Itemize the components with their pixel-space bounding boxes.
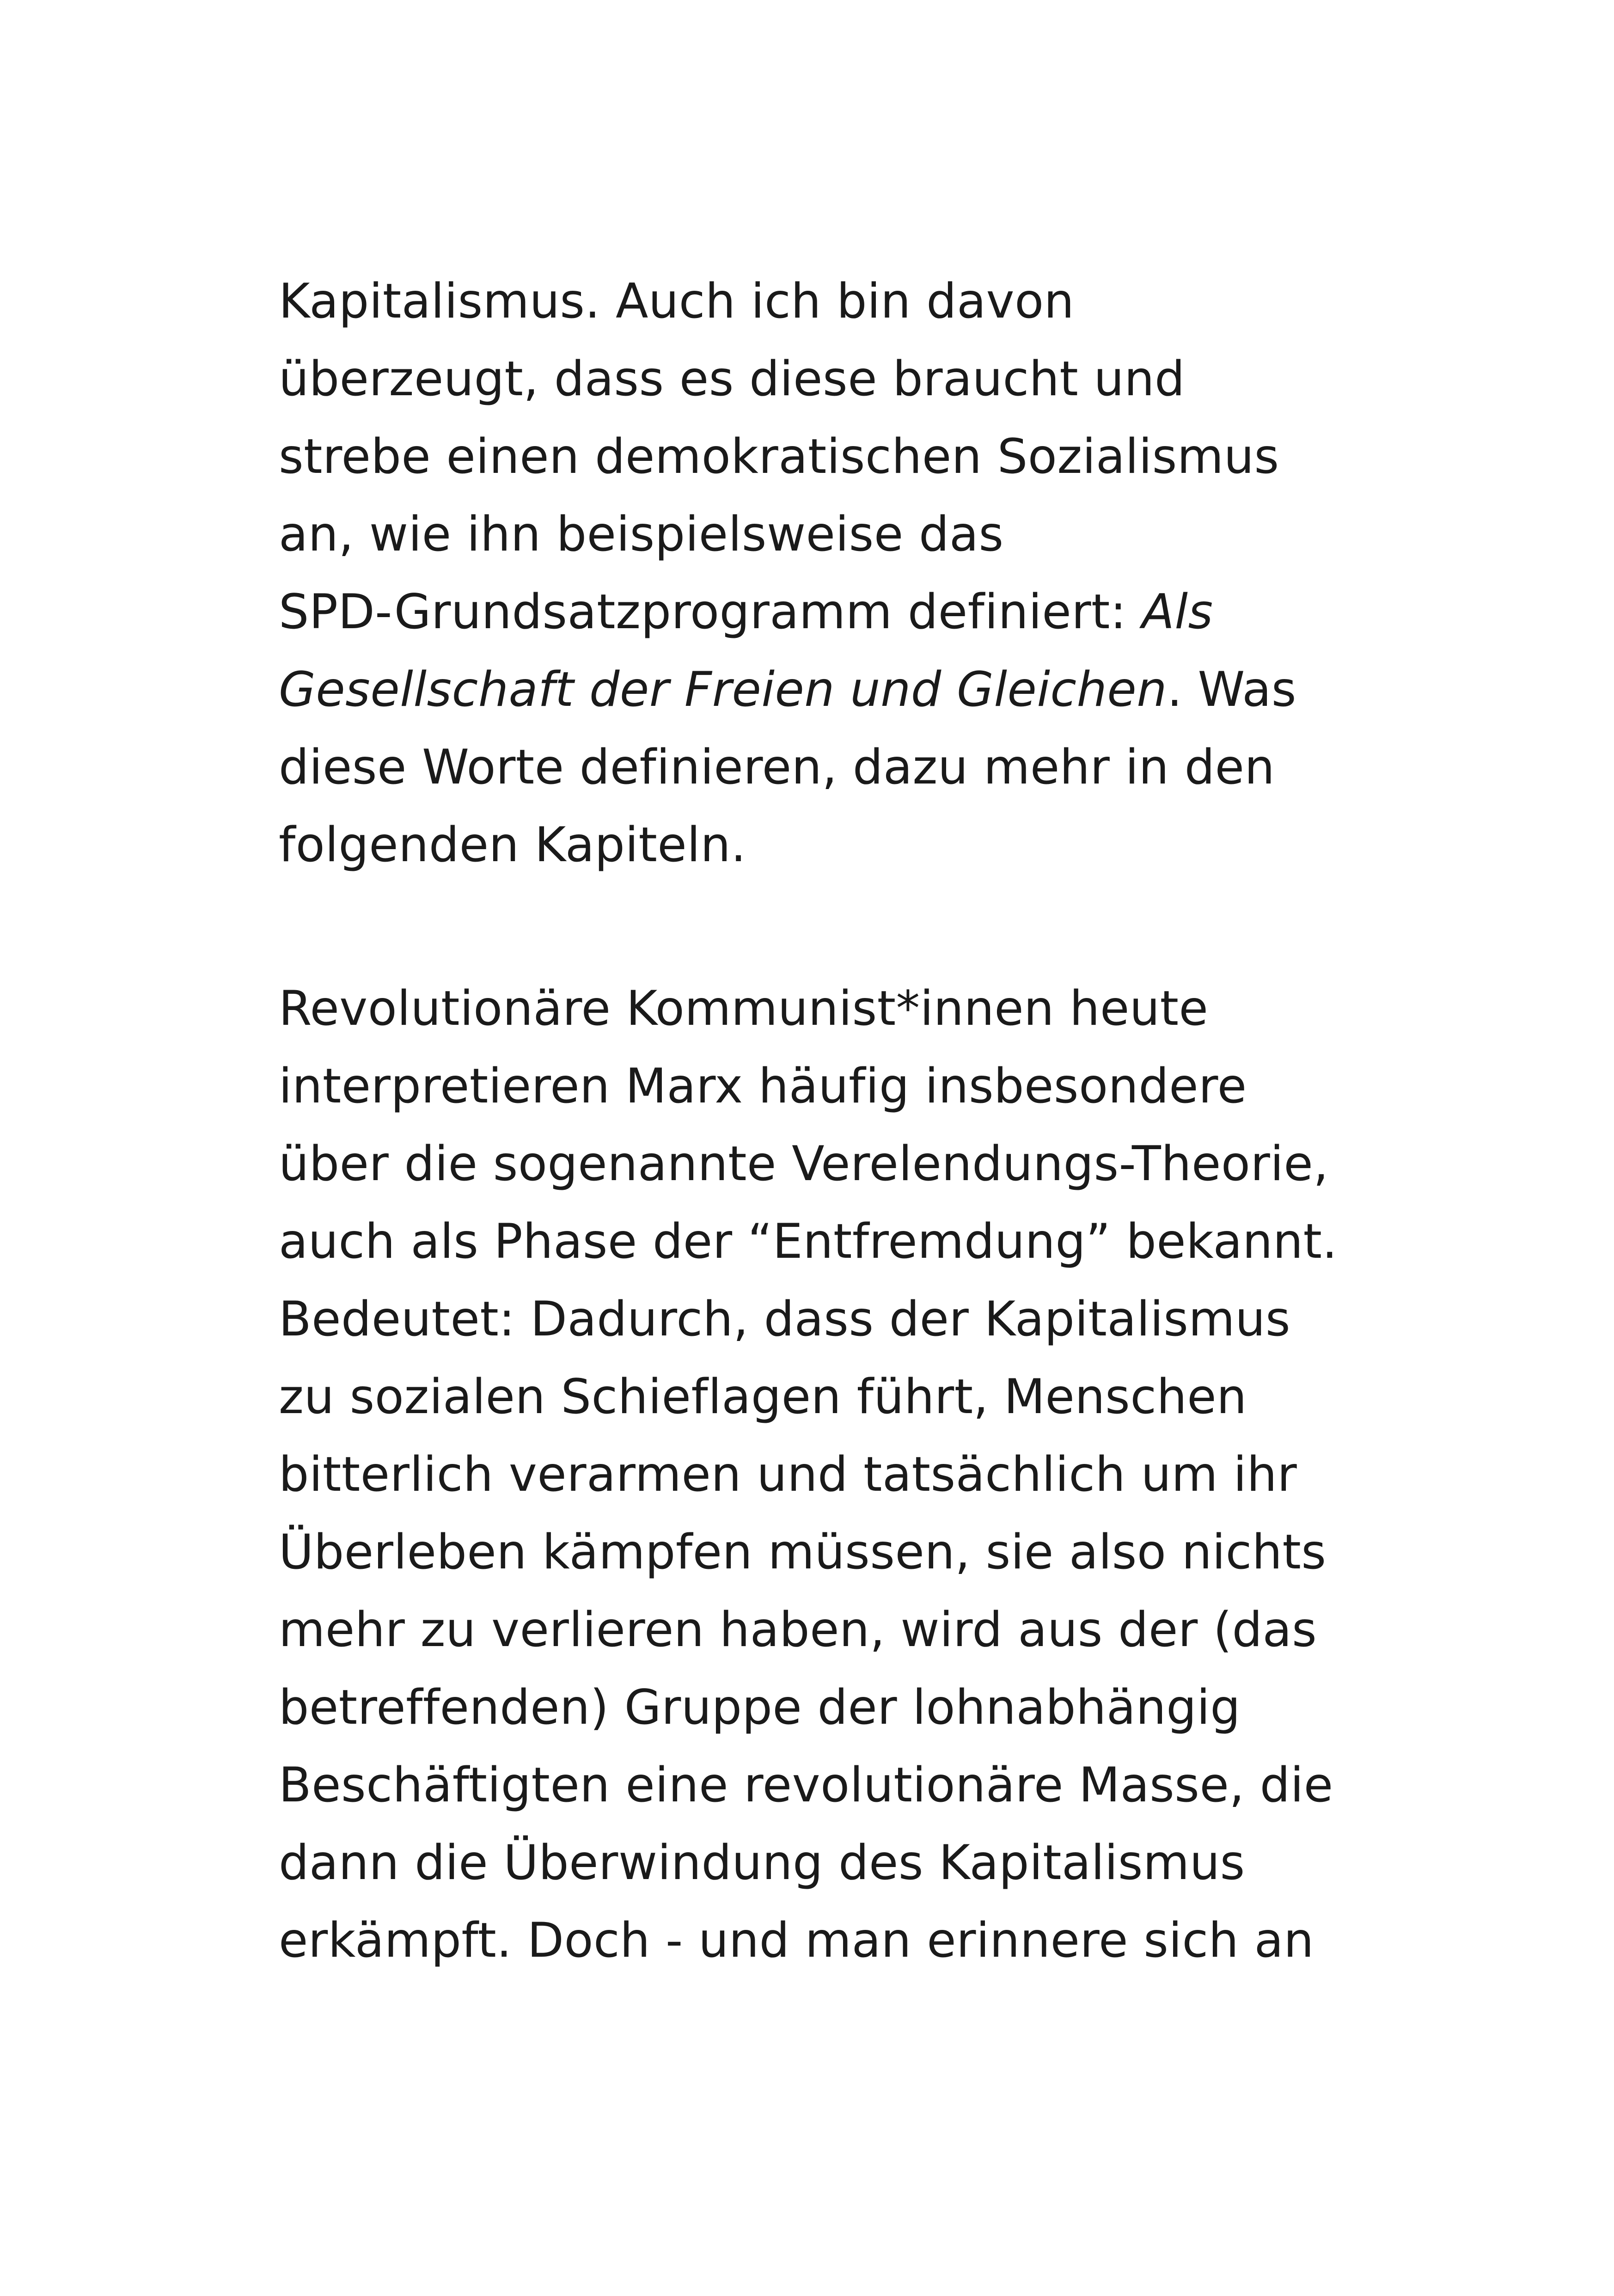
text-line: überzeugt, dass es diese braucht und [279, 351, 1185, 407]
paragraph-capitalism-socialism [279, 263, 1388, 884]
text-line: bitterlich verarmen und tatsächlich um ihr [279, 1447, 1297, 1502]
italic-quote-span: Als [1142, 584, 1213, 640]
text-line: zu sozialen Schieflagen führt, Menschen [279, 1369, 1247, 1425]
text-line: Kapitalismus. Auch ich bin davon [279, 274, 1075, 329]
text-line: an, wie ihn beispielsweise das [279, 507, 1004, 562]
text-line: Überleben kämpfen müssen, sie also nichts [279, 1525, 1327, 1580]
text-line-mixed [279, 573, 1388, 651]
text-line: diese Worte definieren, dazu mehr in den [279, 740, 1275, 795]
text-line: folgenden Kapiteln. [279, 817, 746, 873]
text-span: . Was [1167, 662, 1297, 717]
text-line: Bedeutet: Dadurch, dass der Kapitalismus [279, 1292, 1291, 1347]
text-line: Beschäftigten eine revolutionäre Masse, die [279, 1757, 1333, 1813]
text-line: Revolutionäre Kommunist*innen heute [279, 981, 1209, 1036]
text-line: mehr zu verlieren haben, wird aus der (das [279, 1602, 1317, 1658]
text-line: dann die Überwindung des Kapitalismus [279, 1835, 1245, 1891]
text-line-mixed [279, 651, 1388, 729]
text-line: erkämpft. Doch - und man erinnere sich an [279, 1913, 1314, 1968]
text-line: interpretieren Marx häufig insbesondere [279, 1059, 1247, 1114]
text-span: SPD-Grundsatzprogramm definiert: [279, 584, 1142, 640]
paragraph-revolutionary-communists [279, 970, 1388, 1979]
italic-quote-span: Gesellschaft der Freien und Gleichen [279, 662, 1167, 717]
text-line: über die sogenannte Verelendungs-Theorie, [279, 1136, 1329, 1192]
text-line: strebe einen demokratischen Sozialismus [279, 429, 1279, 484]
text-line: auch als Phase der “Entfremdung” bekannt. [279, 1214, 1338, 1269]
text-line: betreffenden) Gruppe der lohnabhängig [279, 1680, 1241, 1735]
